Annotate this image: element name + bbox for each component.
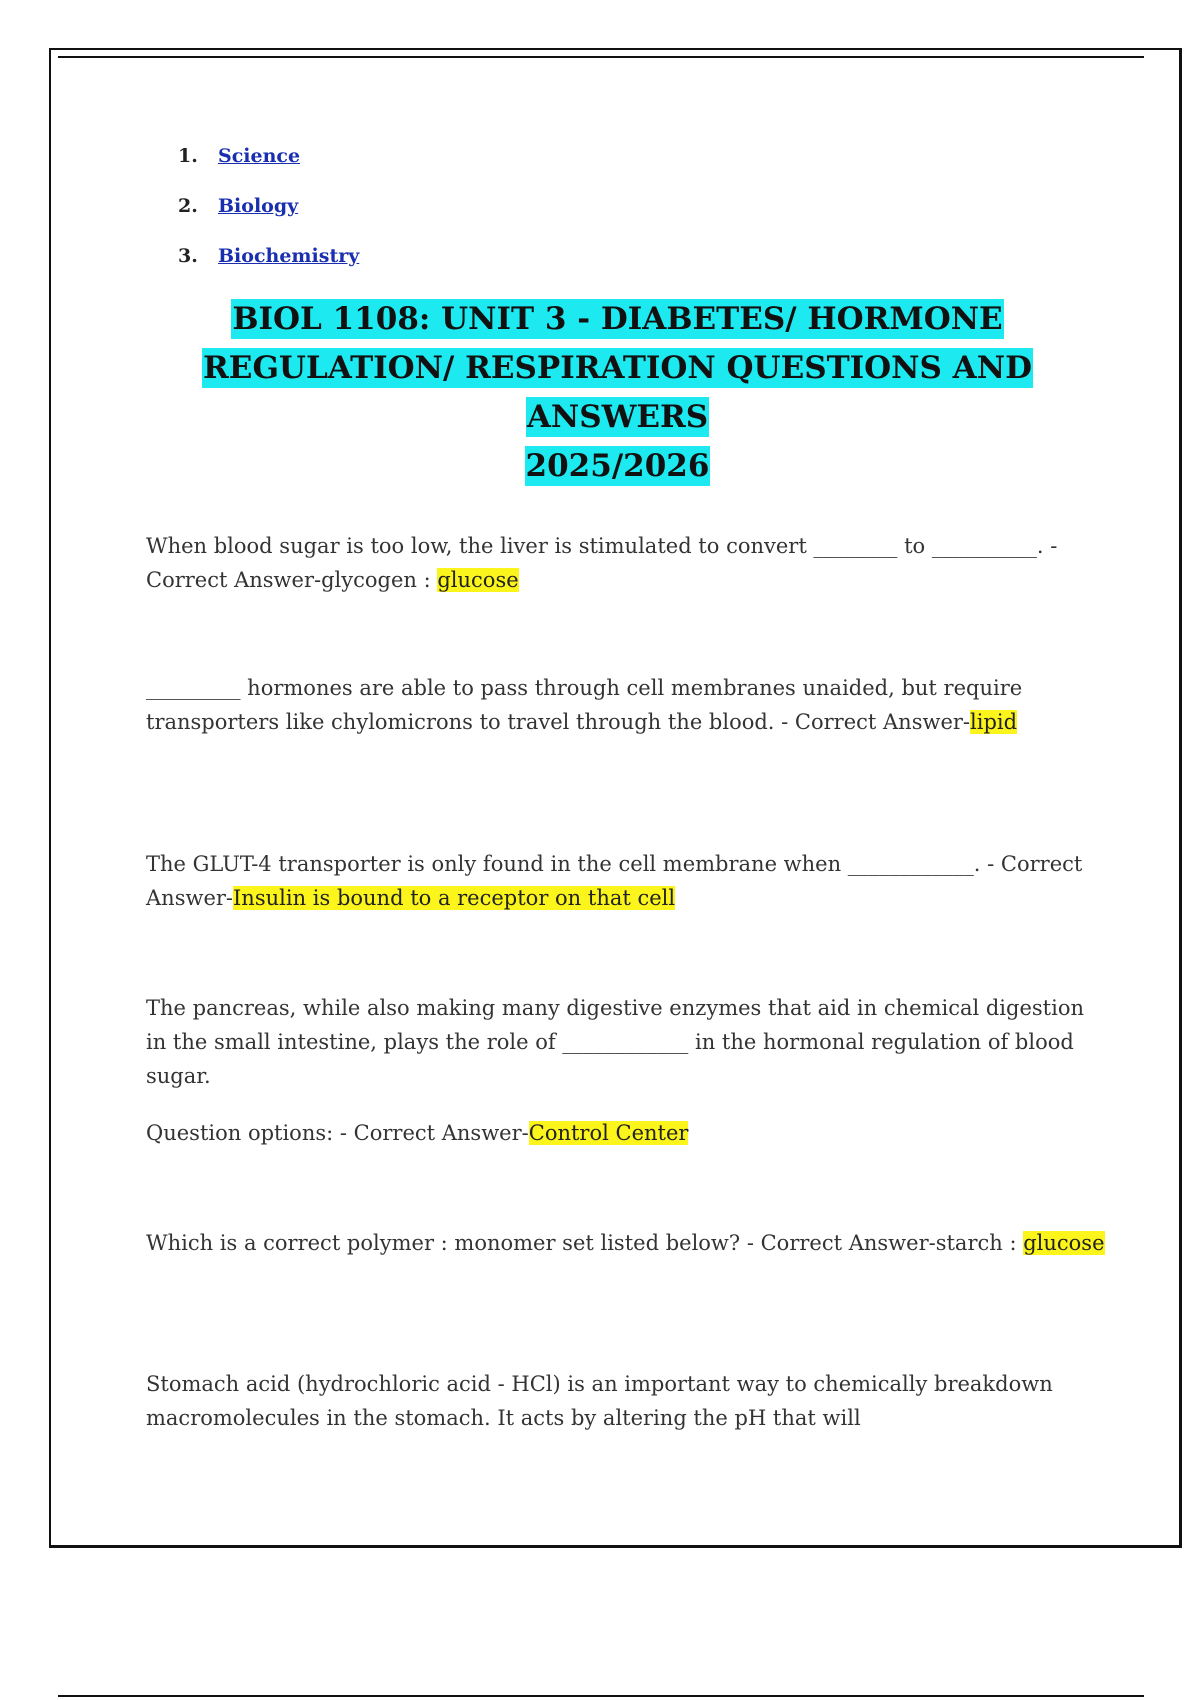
breadcrumb-link-biochemistry[interactable]: Biochemistry	[218, 245, 360, 267]
question-2-text: _________ hormones are able to pass through cell membranes unaided, but require transporters like chylomicrons to travel through the blood. - Correct Answer-	[146, 676, 1023, 734]
question-4-text: The pancreas, while also making many digestive enzymes that aid in chemical digestion in the small intestine, plays the role of ____________ in the hormonal regulation of blood sugar.	[146, 996, 1084, 1088]
breadcrumb-item-biochemistry	[178, 240, 359, 290]
document-title	[140, 295, 1095, 491]
breadcrumb-link-biology[interactable]: Biology	[218, 195, 299, 217]
question-4-answer: Control Center	[528, 1121, 689, 1145]
question-1-answer: glucose	[437, 568, 519, 592]
breadcrumb	[178, 140, 359, 290]
question-2	[146, 671, 1106, 739]
breadcrumb-item-science	[178, 140, 359, 190]
question-5-answer: glucose	[1023, 1231, 1105, 1255]
question-2-answer: lipid	[970, 710, 1018, 734]
breadcrumb-number: 3.	[178, 245, 198, 267]
question-1-text: When blood sugar is too low, the liver is stimulated to convert ________ to __________. - Correct Answer-glycogen :	[146, 534, 1058, 592]
question-4-options	[146, 1116, 1106, 1150]
breadcrumb-item-biology	[178, 190, 359, 240]
breadcrumb-number: 1.	[178, 145, 198, 167]
question-6-text: Stomach acid (hydrochloric acid - HCl) is an important way to chemically breakdown macromolecules in the stomach. It acts by altering the pH that will	[146, 1372, 1053, 1430]
question-4-options-text: Question options: - Correct Answer-	[146, 1121, 529, 1145]
document-title-line-1: BIOL 1108: UNIT 3 - DIABETES/ HORMONE	[232, 301, 1003, 337]
breadcrumb-link-science[interactable]: Science	[218, 145, 301, 167]
bottom-rule	[58, 1695, 1144, 1697]
question-4	[146, 991, 1106, 1093]
question-1	[146, 529, 1106, 597]
top-rule	[58, 56, 1144, 58]
document-title-line-3: 2025/2026	[525, 448, 710, 484]
question-6	[146, 1367, 1106, 1435]
breadcrumb-number: 2.	[178, 195, 198, 217]
question-3-answer: Insulin is bound to a receptor on that cell	[233, 886, 676, 910]
question-5	[146, 1226, 1106, 1260]
question-3	[146, 847, 1106, 915]
question-5-text: Which is a correct polymer : monomer set listed below? - Correct Answer-starch :	[146, 1231, 1024, 1255]
question-3-text: The GLUT-4 transporter is only found in the cell membrane when ____________. - Correct Answer-	[146, 852, 1083, 910]
document-title-line-2: REGULATION/ RESPIRATION QUESTIONS AND ANSWERS	[203, 350, 1032, 435]
